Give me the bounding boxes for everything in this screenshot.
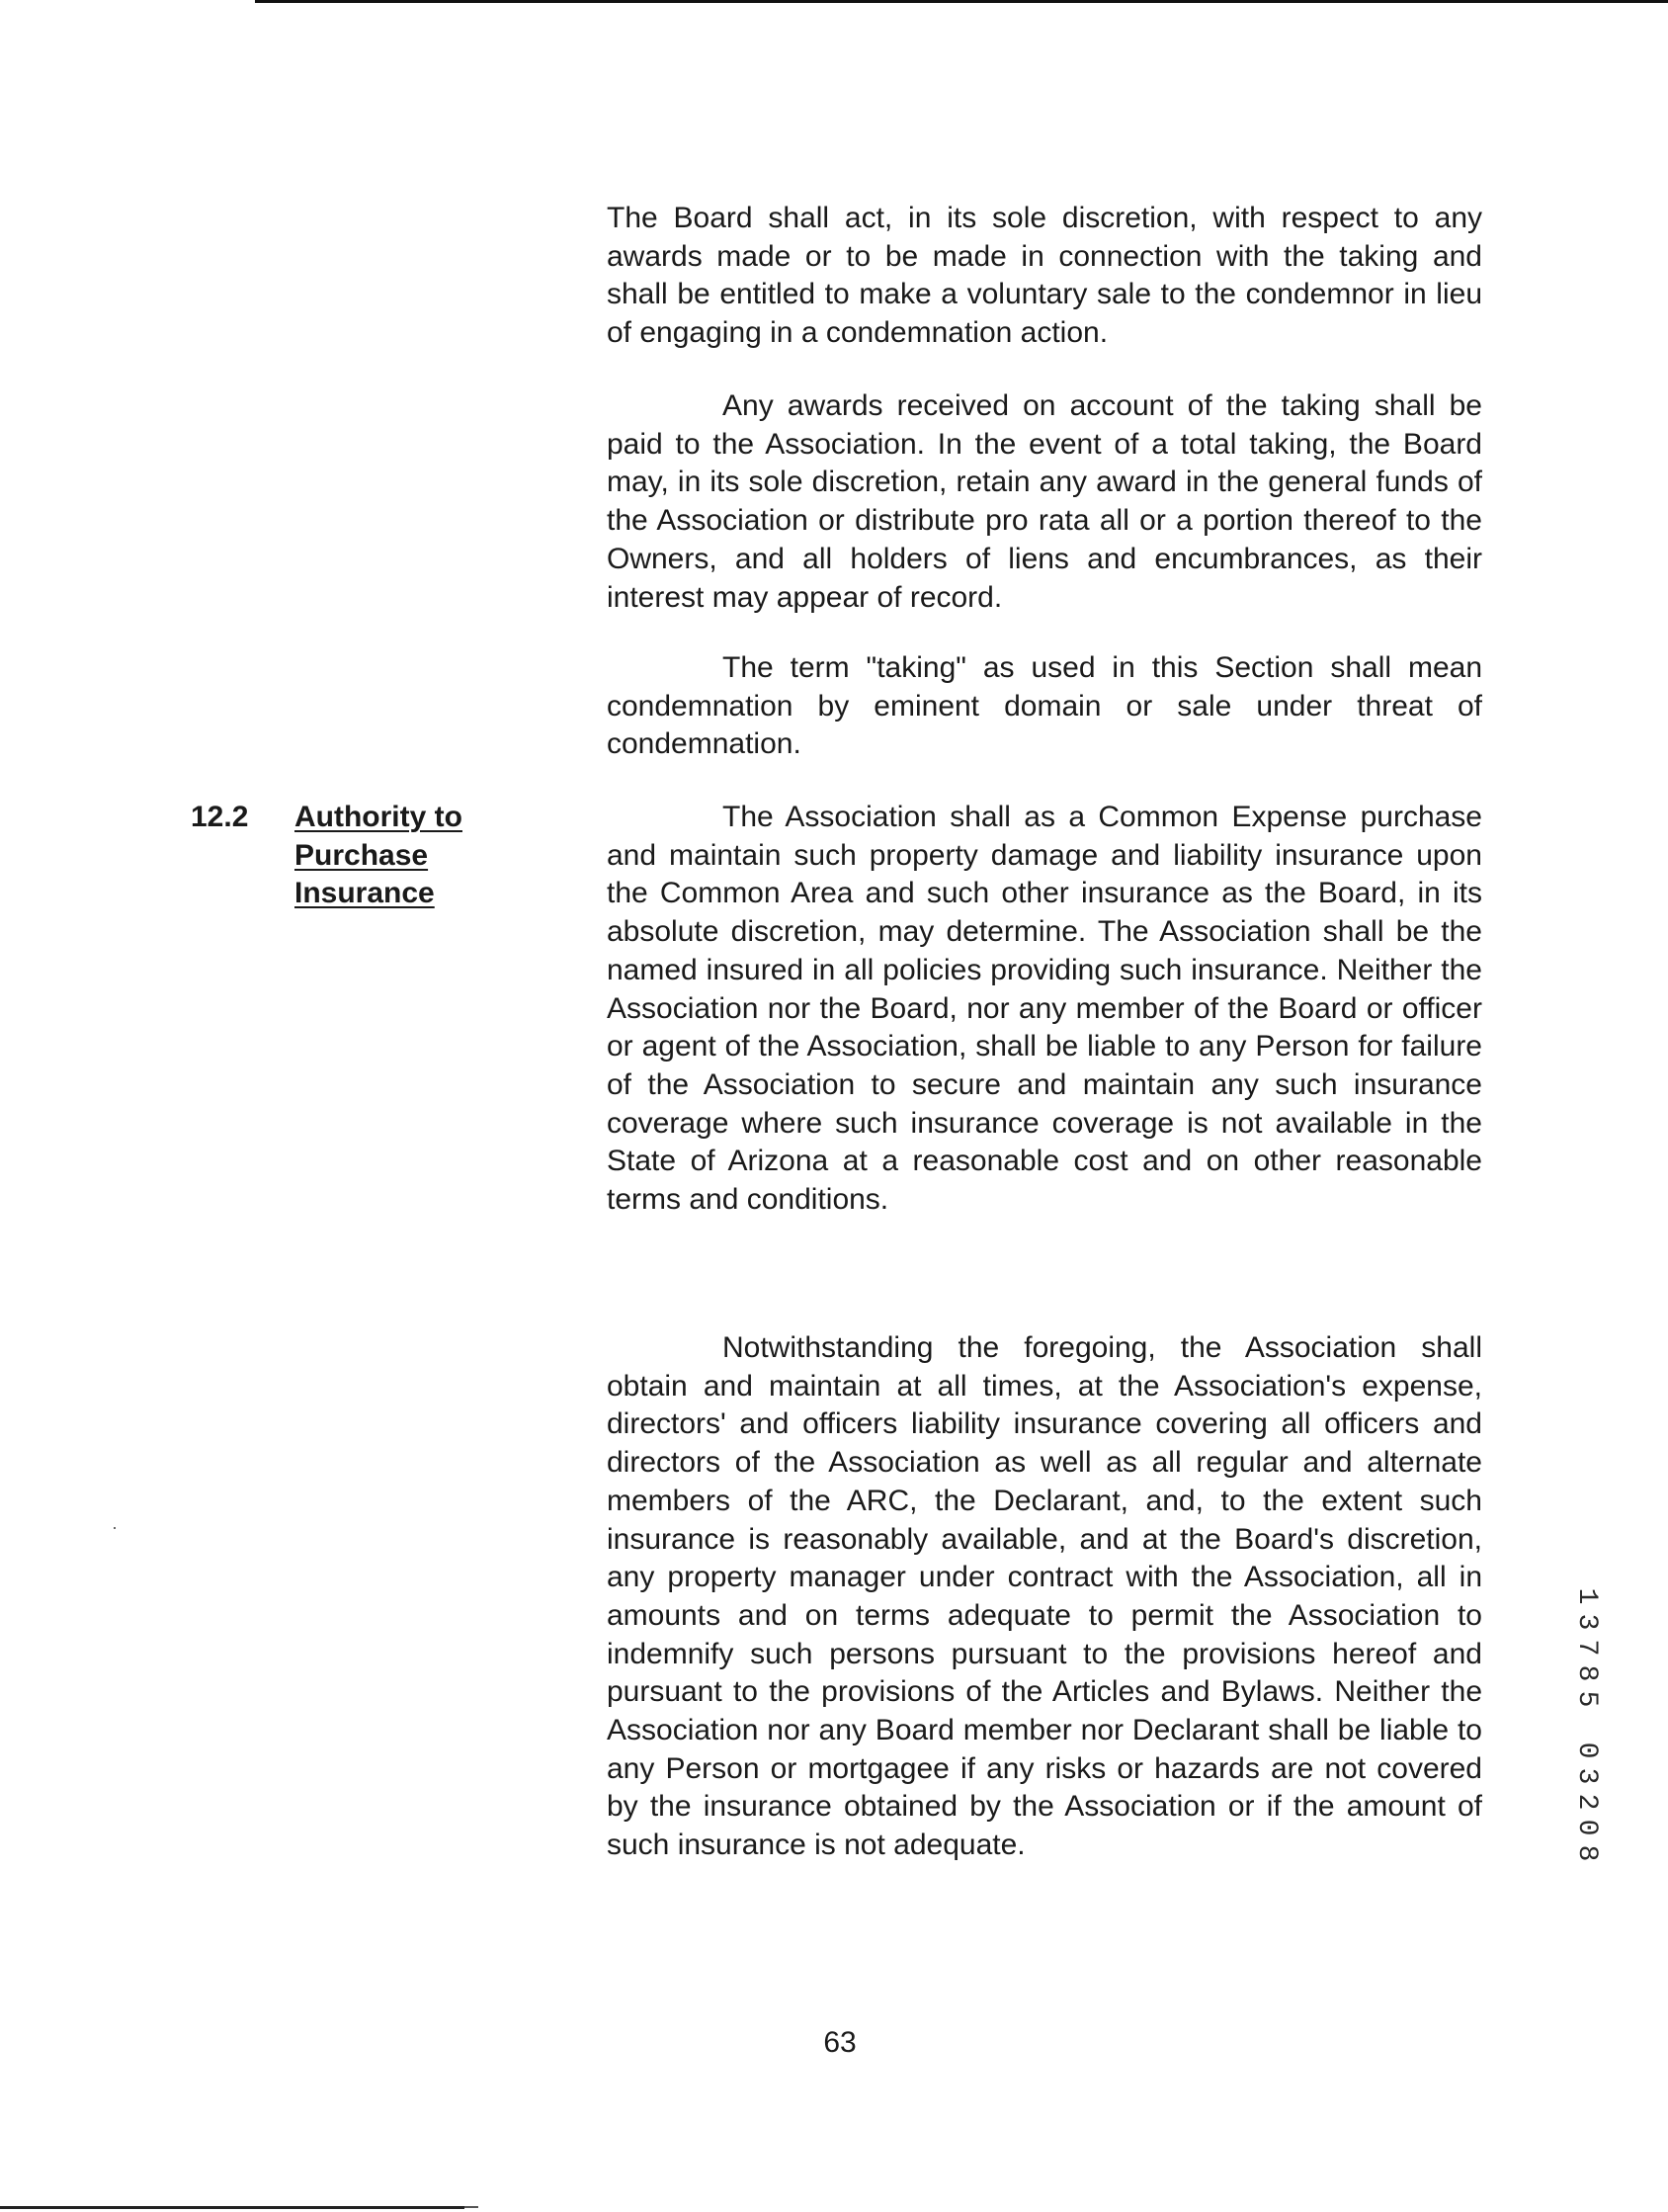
stamp-digit: 0 [1571,1819,1602,1836]
stamp-digit: 0 [1571,1742,1602,1759]
stamp-digit: 7 [1571,1639,1602,1657]
stamp-digit: 3 [1571,1767,1602,1785]
scan-edge-top [255,0,1668,3]
paragraph-notwithstanding: Notwithstanding the foregoing, the Association shall obtain and maintain at all times, at the Association's expense, directors' and officers liability insurance covering all officers and directors of the Association as well as all regular and alternate members of the ARC, the Declarant, and, to the extent such insurance is reasonably available, and at the Board's discretion, any property manager under contract with the Association, all in amounts and on terms adequate to permit the Association to indemnify such persons pursuant to the provisions hereof and pursuant to the provisions of the Articles and Bylaws. Neither the Association nor any Board member nor Declarant shall be liable to any Person or mortgagee if any risks or hazards are not covered by the insurance obtained by the Association or if the amount of such insurance is not adequate. [607,1331,1482,1862]
stamp-digit: 3 [1571,1613,1602,1631]
scan-edge-bottom [0,2206,464,2209]
stamp-digit: 2 [1571,1793,1602,1811]
side-document-stamp [1571,1583,1601,1866]
paragraph-board-awards: The Board shall act, in its sole discretion, with respect to any awards made or to be made in connection with the taking and shall be entitled to make a voluntary sale to the condemnor in lieu of engaging in a condemnation action. [607,202,1482,350]
paragraph-awards-received: Any awards received on account of the taking shall be paid to the Association. In the event of a total taking, the Board may, in its sole discretion, retain any award in the general funds of the Association or distribute pro rata all or a portion thereof to the Owners, and all holders of liens and encumbrances, as their interest may appear of record. [607,389,1482,614]
section-heading-line: Insurance [294,877,435,910]
section-number: 12.2 [191,801,249,833]
scan-edge-bottom-dash [464,2206,478,2208]
section-heading-line: Purchase [294,838,429,872]
stamp-digit: 8 [1571,1664,1602,1682]
stamp-digit: 5 [1571,1690,1602,1708]
section-heading-line: Authority to [294,801,462,833]
paragraph-term-taking: The term "taking" as used in this Section shall mean condemnation by eminent domain or sale under threat of condemnation. [607,651,1482,761]
stamp-digit: 1 [1571,1587,1602,1605]
section-heading [294,799,502,913]
scan-speck [114,1527,116,1529]
paragraph-association-insurance: The Association shall as a Common Expense purchase and maintain such property damage and liability insurance upon the Common Area and such other insurance as the Board, in its absolute discretion, may determine. The Association shall be the named insured in all policies providing such insurance. Neither the Association nor the Board, nor any member of the Board or officer or agent of the Association, shall be liable to any Person for failure of the Association to secure and maintain any such insurance coverage where such insurance coverage is not available in the State of Arizona at a reasonable cost and on other reasonable terms and conditions. [607,801,1482,1217]
page-number: 63 [823,2026,857,2059]
stamp-digit: 8 [1571,1844,1602,1862]
